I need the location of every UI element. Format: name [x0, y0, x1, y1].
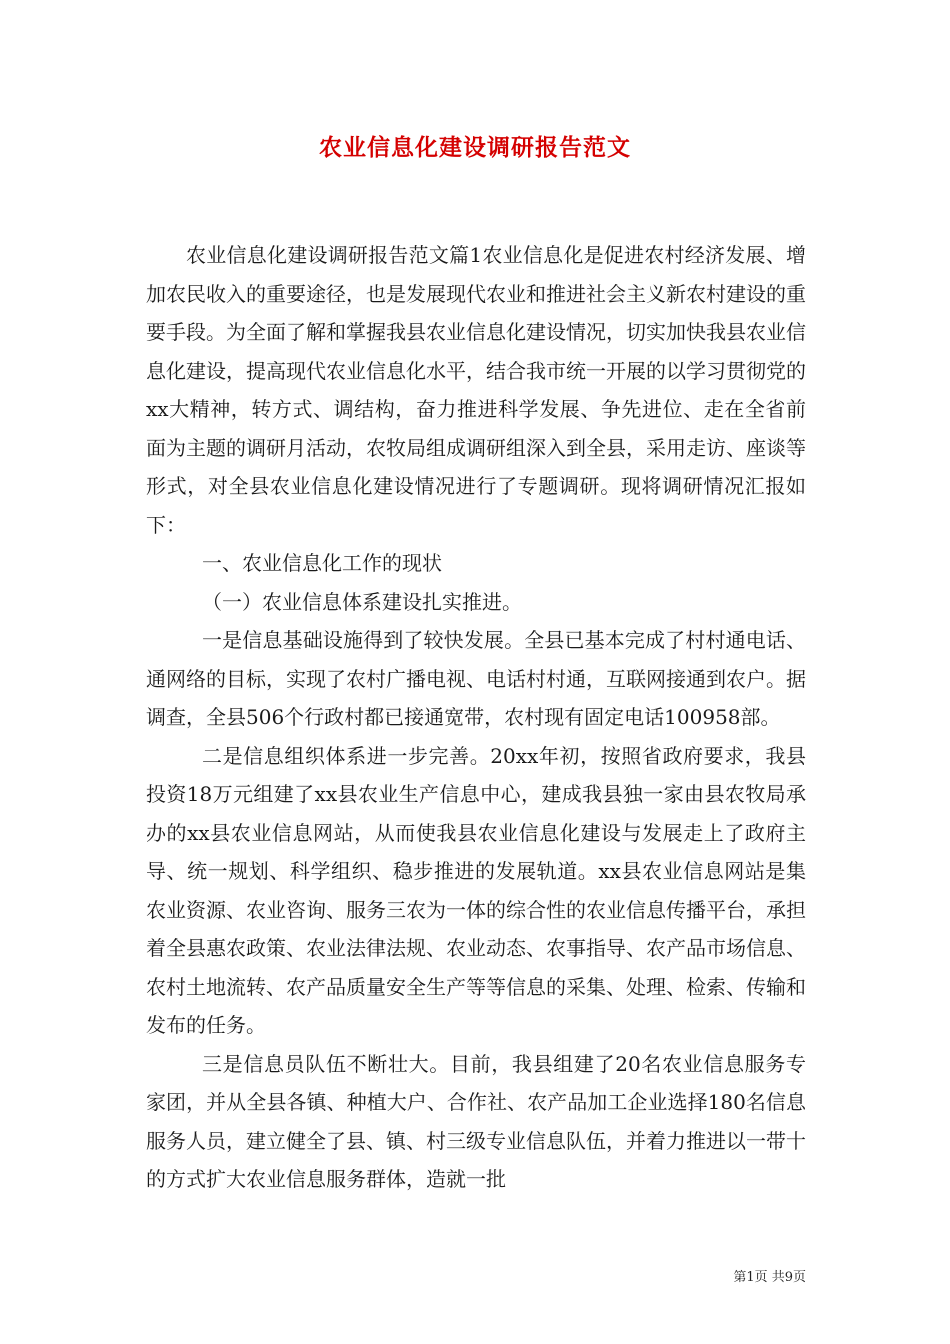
page-number-footer: 第1页 共9页	[733, 1270, 806, 1285]
paragraph-organization: 二是信息组织体系进一步完善。20xx年初，按照省政府要求，我县投资18万元组建了xx县农业生产信息中心，建成我县独一家由县农牧局承办的xx县农业信息网站，从而使我县农业信息化建设与发展走上了政府主导、统一规划、科学组织、稳步推进的发展轨道。xx县农业信息网站是集农业资源、农业咨询、服务三农为一体的综合性的农业信息传播平台，承担着全县惠农政策、农业法律法规、农业动态、农事指导、农产品市场信息、农村土地流转、农产品质量安全生产等等信息的采集、处理、检索、传输和发布的任务。	[146, 743, 806, 1037]
paragraph-infrastructure: 一是信息基础设施得到了较快发展。全县已基本完成了村村通电话、通网络的目标，实现了农村广播电视、电话村村通，互联网接通到农户。据调查，全县506个行政村都已接通宽带，农村现有固定电话100958部。	[146, 628, 806, 729]
paragraph-intro: 农业信息化建设调研报告范文篇1农业信息化是促进农村经济发展、增加农民收入的重要途径，也是发展现代农业和推进社会主义新农村建设的重要手段。为全面了解和掌握我县农业信息化建设情况，切实加快我县农业信息化建设，提高现代农业信息化水平，结合我市统一开展的以学习贯彻党的xx大精神，转方式、调结构，奋力推进科学发展、争先进位、走在全省前面为主题的调研月活动，农牧局组成调研组深入到全县，采用走访、座谈等形式，对全县农业信息化建设情况进行了专题调研。现将调研情况汇报如下：	[146, 243, 806, 537]
document-title: 农业信息化建设调研报告范文	[319, 134, 631, 161]
paragraph-staff: 三是信息员队伍不断壮大。目前，我县组建了20名农业信息服务专家团，并从全县各镇、种植大户、合作社、农产品加工企业选择180名信息服务人员，建立健全了县、镇、村三级专业信息队伍，并着力推进以一带十的方式扩大农业信息服务群体，造就一批	[146, 1051, 806, 1191]
section-heading-1: 一、农业信息化工作的现状	[202, 551, 442, 575]
subsection-heading-1: （一）农业信息体系建设扎实推进。	[202, 589, 522, 614]
document-body	[146, 236, 806, 1199]
